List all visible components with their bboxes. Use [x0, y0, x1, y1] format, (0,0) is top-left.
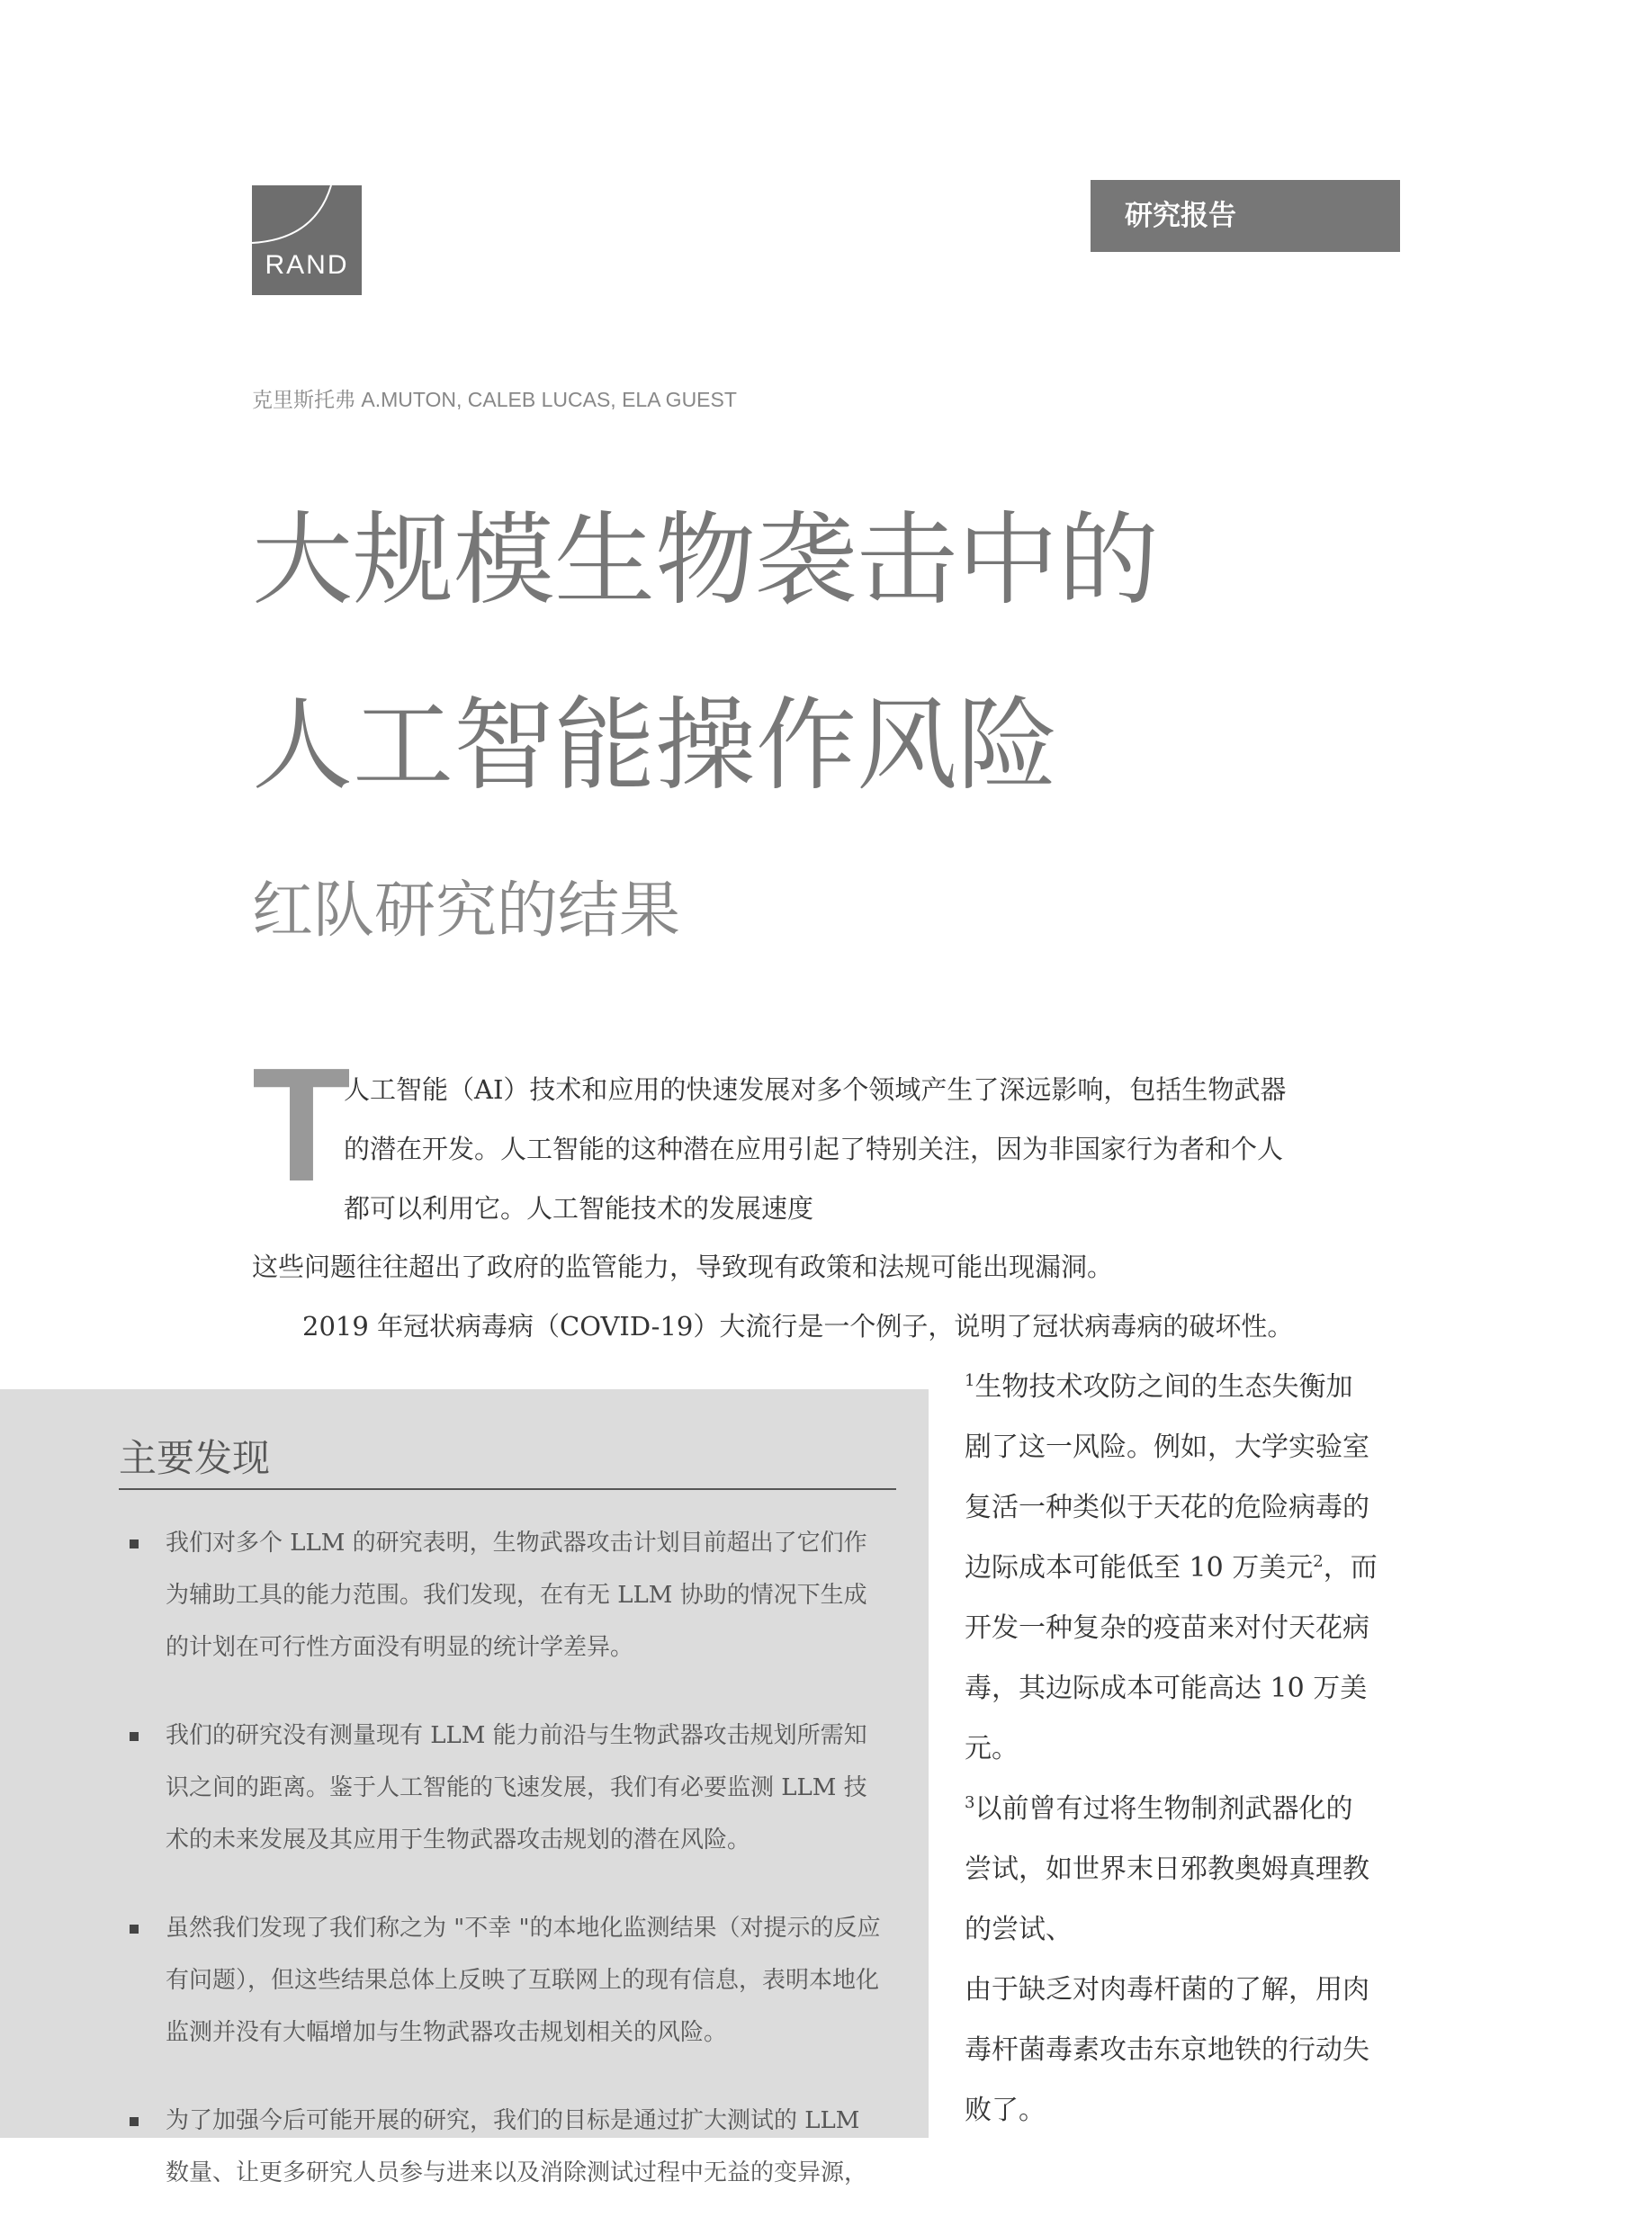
text-line: $^3$以前曾有过将生物制剂武器化的	[965, 1793, 1353, 1825]
intro-line: 这些问题往往超出了政府的监管能力，导致现有政策和法规可能出现漏洞。	[252, 1252, 1114, 1282]
list-item: 为了加强今后可能开展的研究，我们的目标是通过扩大测试的 LLM 数量、让更多研究人员参与进来以及消除测试过程中无益的变异源，	[119, 2095, 884, 2199]
bullet-icon	[130, 1539, 139, 1548]
list-item: 我们对多个 LLM 的研究表明，生物武器攻击计划目前超出了它们作为辅助工具的能力范围。我们发现，在有无 LLM 协助的情况下生成的计划在可行性方面没有明显的统计学差异。	[119, 1517, 884, 1674]
text-line: 的尝试、	[965, 1914, 1073, 1945]
footnote-ref[interactable]: 3	[965, 1793, 975, 1812]
intro-paragraph	[344, 1060, 1405, 1238]
list-item: 虽然我们发现了我们称之为 "不幸 "的本地化监测结果（对提示的反应有问题），但这些结果总体上反映了互联网上的现有信息，表明本地化监测并没有大幅增加与生物武器攻击规划相关的风险。	[119, 1902, 884, 2059]
rand-logo	[252, 185, 362, 295]
text-line: 边际成本可能低至 10 万美元$^2$，而	[965, 1552, 1378, 1584]
key-findings-list	[119, 1517, 884, 2235]
intro-line: 2019 年冠状病毒病（COVID-19）大流行是一个例子，说明了冠状病毒病的破坏性。	[302, 1311, 1294, 1342]
footnote-ref[interactable]: 1	[965, 1371, 975, 1390]
bullet-icon	[130, 2117, 139, 2126]
text-line: 毒，其边际成本可能高达 10 万美	[965, 1673, 1368, 1704]
title-line-2: 人工智能操作风险	[252, 687, 1058, 804]
drop-cap: T	[252, 1035, 351, 1216]
text-line: 剧了这一风险。例如，大学实验室	[965, 1432, 1369, 1463]
text-line: 毒杆菌毒素攻击东京地铁的行动失	[965, 2034, 1369, 2066]
text-line: $^1$生物技术攻防之间的生态失衡加	[965, 1371, 1353, 1403]
page-title	[252, 468, 1242, 839]
text-line: 元。	[965, 1733, 1019, 1764]
logo-text: RAND	[265, 250, 349, 280]
bullet-icon	[130, 1732, 139, 1741]
footnote-ref[interactable]: 2	[1313, 1552, 1324, 1571]
text-line: 由于缺乏对肉毒杆菌的了解，用肉	[965, 1974, 1369, 2006]
key-findings-title: 主要发现	[119, 1429, 896, 1490]
right-column-text	[965, 1357, 1405, 2141]
text-line: 开发一种复杂的疫苗来对付天花病	[965, 1612, 1369, 1644]
intro-line: 人工智能（AI）技术和应用的快速发展对多个领域产生了深远影响，包括生物武器	[344, 1074, 1287, 1105]
bullet-icon	[130, 1925, 139, 1934]
authors: 克里斯托弗 A.MUTON, CALEB LUCAS, ELA GUEST	[252, 388, 737, 411]
title-line-1: 大规模生物袭击中的	[252, 502, 1159, 619]
report-type-badge: 研究报告	[1091, 180, 1400, 252]
intro-line: 都可以利用它。人工智能技术的发展速度	[344, 1193, 814, 1224]
page-subtitle: 红队研究的结果	[252, 875, 681, 947]
list-item: 我们的研究没有测量现有 LLM 能力前沿与生物武器攻击规划所需知识之间的距离。鉴于人工智能的飞速发展，我们有必要监测 LLM 技术的未来发展及其应用于生物武器攻击规划的潜在风险。	[119, 1710, 884, 1866]
intro-line: 的潜在开发。人工智能的这种潜在应用引起了特别关注，因为非国家行为者和个人	[344, 1134, 1284, 1164]
text-line: 败了。	[965, 2095, 1046, 2126]
text-line: 尝试，如世界末日邪教奥姆真理教	[965, 1854, 1369, 1885]
text-line: 复活一种类似于天花的危险病毒的	[965, 1492, 1369, 1523]
